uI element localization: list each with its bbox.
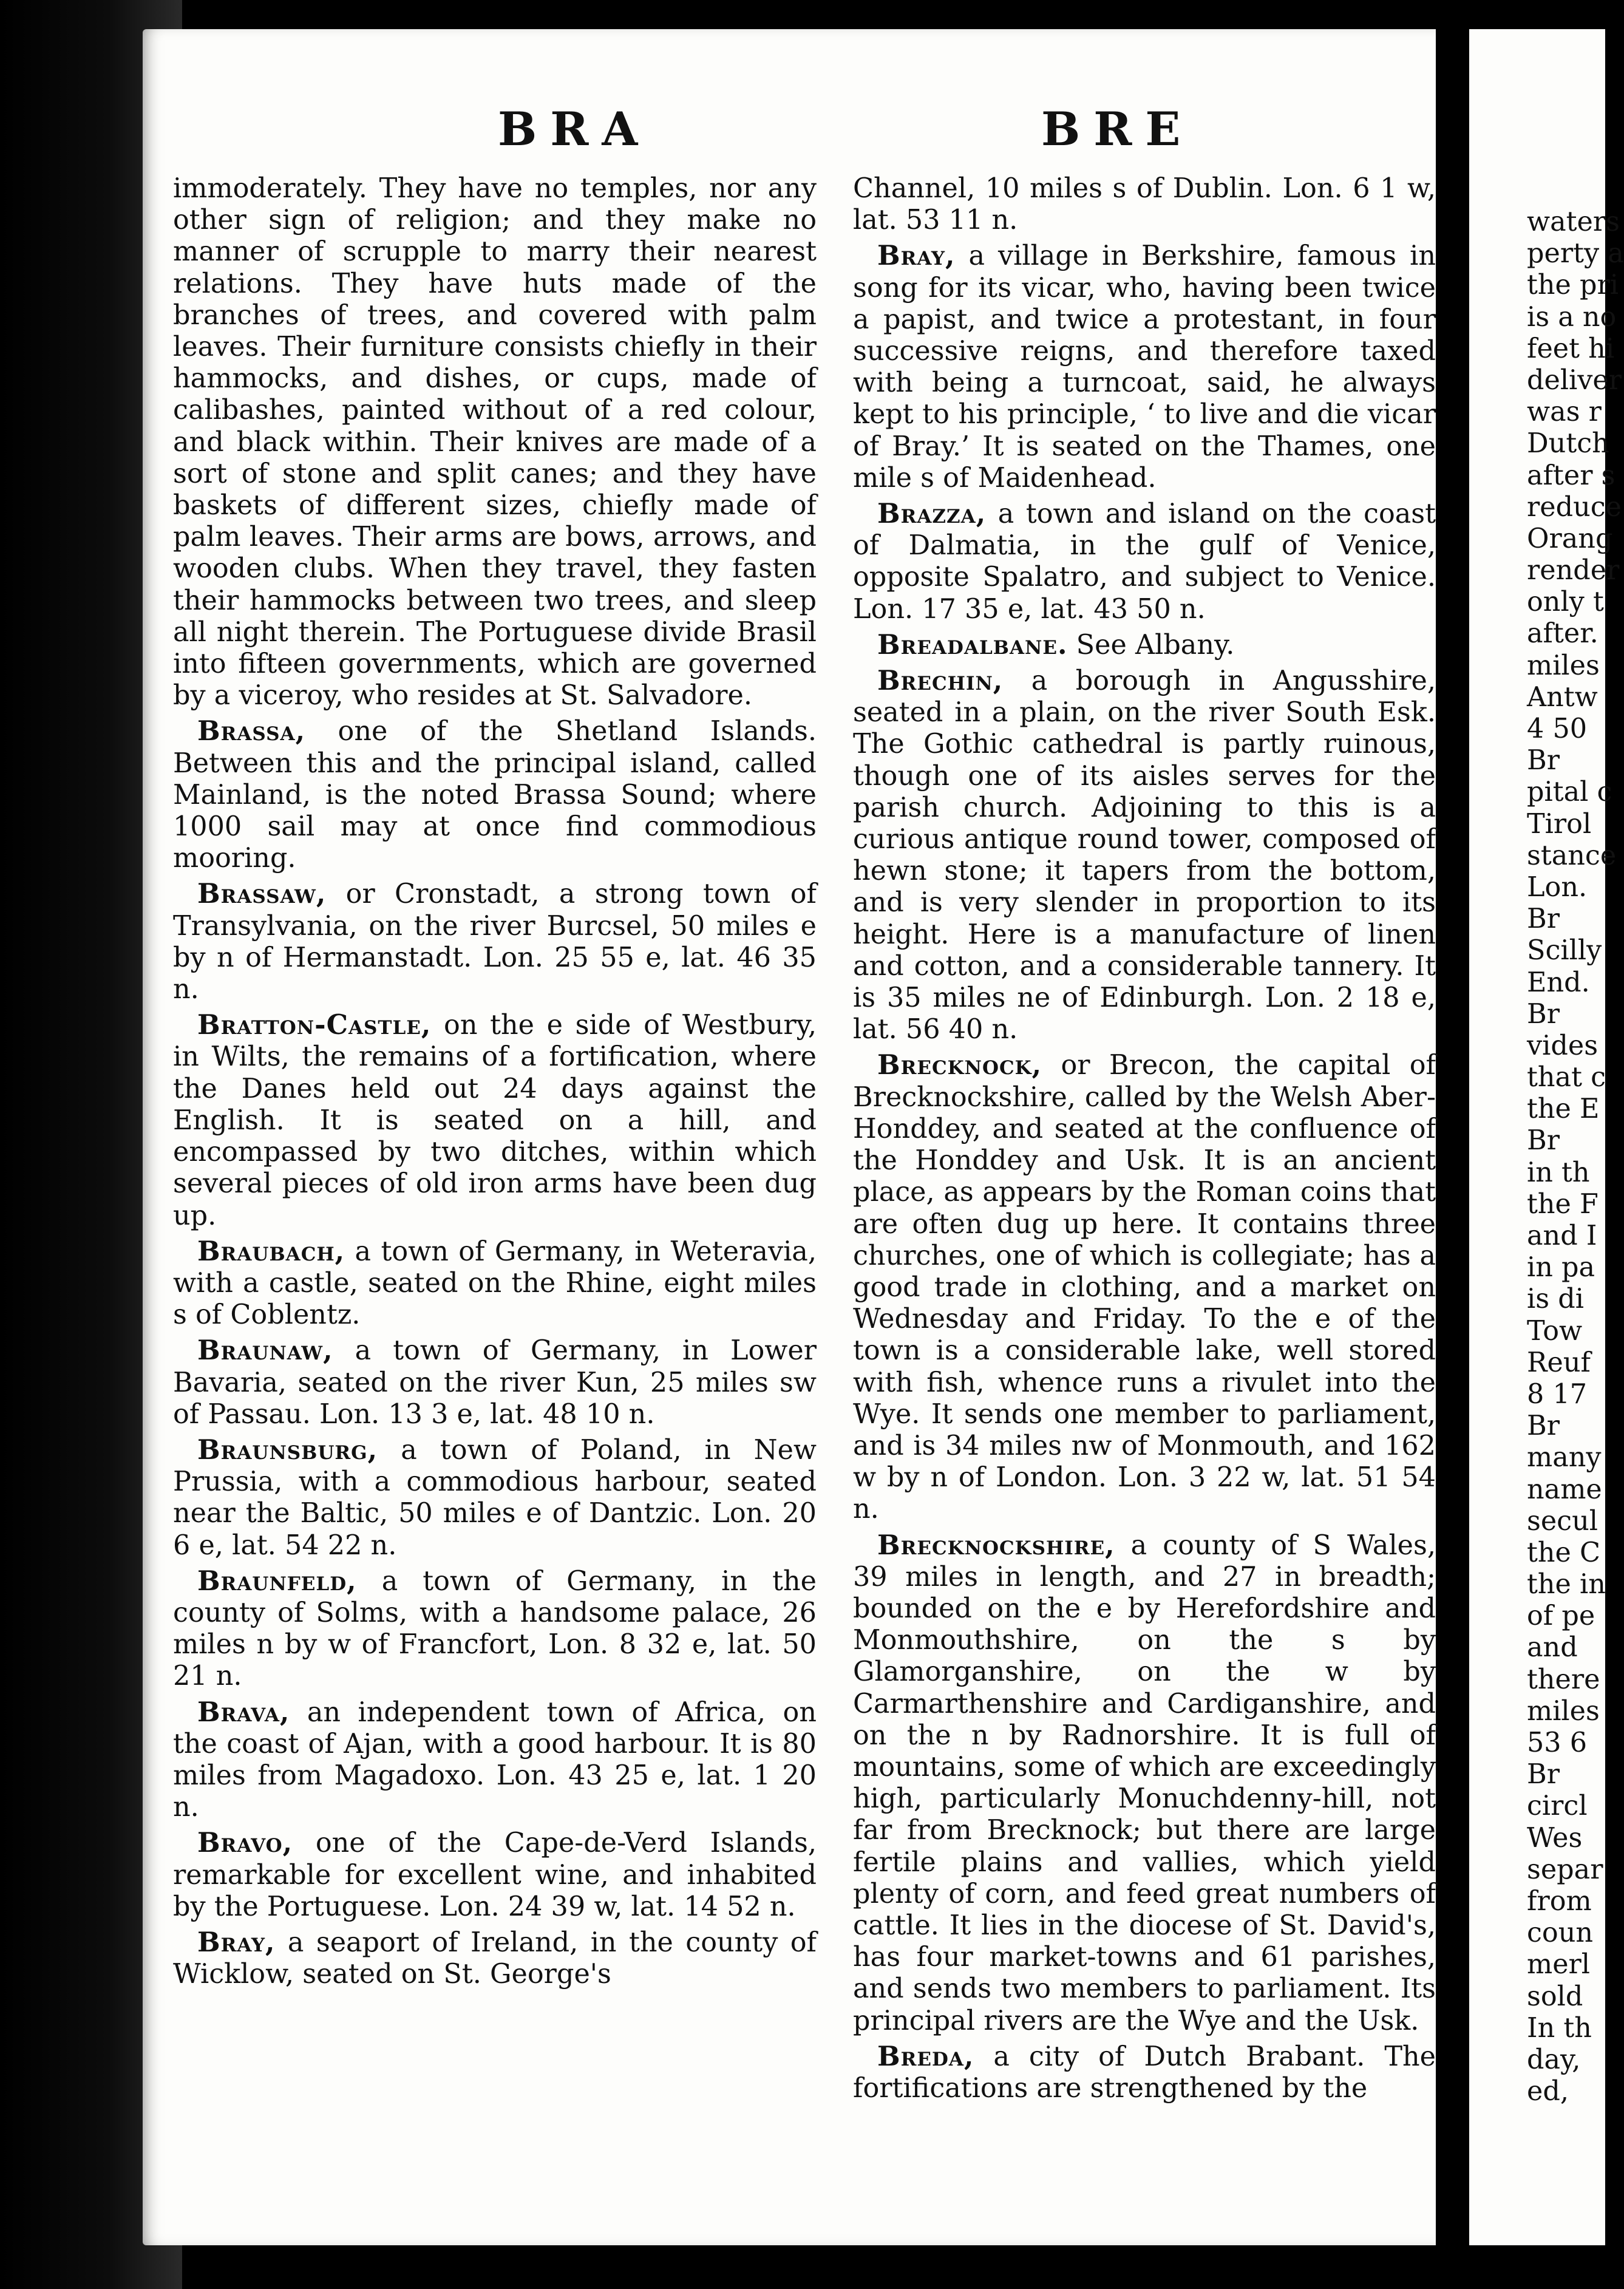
entry-text: a city of Dutch Brabant. The fortifications are strengthened by the	[853, 2041, 1436, 2104]
next-page-line: only t	[1527, 587, 1604, 618]
next-page-line: the C	[1527, 1537, 1601, 1568]
next-page-line: In th	[1527, 2012, 1592, 2044]
entry-text: on the e side of Westbury, in Wilts, the remains of a fortification, where the Danes held out 24 days against the English. It is seated on a hill, and encompassed by two ditches, within which several pieces of old iron arms have been dug up.	[173, 1010, 817, 1231]
next-page-line: merl	[1527, 1949, 1591, 1981]
entry-headword: Brechin,	[877, 665, 1004, 697]
next-page-line: miles	[1527, 650, 1600, 681]
dictionary-entry	[853, 1049, 1436, 1525]
next-page-line: many	[1527, 1442, 1602, 1474]
next-page-line: Br	[1527, 1759, 1560, 1791]
dictionary-entry	[173, 173, 817, 712]
dictionary-entry	[853, 240, 1436, 494]
next-page-line: and	[1527, 1632, 1578, 1664]
entry-headword: Breadalbane.	[877, 628, 1068, 661]
next-page-line: in pa	[1527, 1252, 1595, 1284]
entry-text: immoderately. They have no temples, nor any other sign of religion; and they make no manner of scrupple to marry their nearest relations. They have huts made of the branches of trees, and covered with palm leaves. Their furniture consists chiefly in their hammocks, and dishes, or cups, made of calibashes, painted without of a red colour, and black within. Their knives are made of a sort of stone and split canes; and they have baskets of different sizes, chiefly made of palm leaves. Their arms are bows, arrows, and wooden clubs. When they travel, they fasten their hammocks between two trees, and sleep all night therein. The Portuguese divide Brasil into fifteen governments, which are governed by a viceroy, who resides at St. Salvadore.	[173, 173, 817, 712]
next-page-line: Dutch	[1527, 428, 1609, 460]
next-page-line: Lon.	[1527, 871, 1588, 903]
next-page-line: of pe	[1527, 1600, 1595, 1632]
next-page-line: Br	[1527, 998, 1560, 1030]
next-page-line: the in	[1527, 1569, 1606, 1600]
dictionary-entry	[173, 1827, 817, 1923]
next-page-line: the pri	[1527, 270, 1619, 301]
next-page-line: perty a	[1527, 238, 1624, 270]
next-page-line: 4 50	[1527, 713, 1588, 744]
next-page-line: Scilly	[1527, 935, 1602, 967]
next-page-line: after s	[1527, 460, 1616, 491]
entry-headword: Bray,	[197, 1926, 276, 1958]
dictionary-entry	[853, 498, 1436, 625]
next-page-line: the E	[1527, 1093, 1600, 1125]
dictionary-entry	[173, 878, 817, 1005]
entry-text: a county of S Wales, 39 miles in length, and 27 in breadth; bounded on the e by Herefordshire and Monmouthshire, on the s by Glamorganshire, on the w by Carmarthenshire and Cardiganshire, and on the n by Radnorshire. It is full of mountains, some of which are exceedingly high, particularly Monuchdenny-hill, not far from Brecknock; but there are large fertile plains and vallies, which yield plenty of corn, and feed great numbers of cattle. It lies in the diocese of St. David's, has four market-towns and 61 parishes, and sends two members to parliament. Its principal rivers are the Wye and the Usk.	[853, 1529, 1436, 2036]
dictionary-entry	[853, 173, 1436, 236]
entry-headword: Brassa,	[197, 715, 306, 747]
next-page-line: day,	[1527, 2044, 1581, 2075]
entry-headword: Brava,	[197, 1696, 290, 1728]
dictionary-entry	[173, 1009, 817, 1231]
next-page-line: from	[1527, 1885, 1592, 1917]
entry-text: or Brecon, the capital of Brecknockshire, called by the Welsh Aber-Honddey, and seated at the confluence of the Honddey and Usk. It is an ancient place, as appears by the Roman coins that are often dug up here. It contains three churches, one of which is collegiate; has a good trade in clothing, and a market on Wednesday and Friday. To the e of the town is a considerable lake, well stored with fish, whence runs a rivulet into the Wye. It sends one member to parliament, and is 34 miles nw of Monmouth, and 162 w by n of London. Lon. 3 22 w, lat. 51 54 n.	[853, 1050, 1436, 1525]
entry-text: a town of Germany, in Weteravia, with a castle, seated on the Rhine, eight miles s of Coblentz.	[173, 1236, 817, 1331]
next-page-line: Orang	[1527, 523, 1613, 554]
next-page-line: that c	[1527, 1062, 1606, 1093]
next-page-line: circl	[1527, 1791, 1588, 1822]
next-page-line: Br	[1527, 745, 1560, 777]
next-page-line: coun	[1527, 1917, 1594, 1949]
entry-text: a town of Poland, in New Prussia, with a commodious harbour, seated near the Baltic, 50 miles e of Dantzic. Lon. 20 6 e, lat. 54 22 n.	[173, 1434, 817, 1561]
next-page-line: separ	[1527, 1854, 1603, 1885]
entry-text: a town and island on the coast of Dalmatia, in the gulf of Venice, opposite Spalatro, and subject to Venice. Lon. 17 35 e, lat. 43 50 n.	[853, 498, 1436, 625]
next-page-line: is a no	[1527, 301, 1617, 333]
next-page-line: the F	[1527, 1188, 1599, 1220]
entry-text: a town of Germany, in the county of Solms, with a handsome palace, 26 miles n by w of Francfort, Lon. 8 32 e, lat. 50 21 n.	[173, 1565, 817, 1692]
next-page-line: End.	[1527, 967, 1590, 998]
entry-headword: Brazza,	[877, 498, 987, 530]
next-page-line: deliver	[1527, 364, 1622, 396]
entry-text: Channel, 10 miles s of Dublin. Lon. 6 1 w, lat. 53 11 n.	[853, 173, 1436, 236]
entry-text: a village in Berkshire, famous in song for its vicar, who, having been twice a papist, and twice a protestant, in four successive reigns, and therefore taxed with being a turncoat, said, he always kept to his principle, ‘ to live and die vicar of Bray.’ It is seated on the Thames, one mile s of Maidenhead.	[853, 240, 1436, 494]
next-page-line: pital c	[1527, 777, 1612, 808]
next-page-line: render	[1527, 555, 1620, 587]
dictionary-entry	[173, 1565, 817, 1693]
entry-headword: Braunsburg,	[197, 1434, 378, 1466]
entry-headword: Brecknock,	[877, 1049, 1042, 1081]
dictionary-entry	[853, 2041, 1436, 2104]
next-page-line: feet hi	[1527, 333, 1615, 364]
running-head-left: BRA	[498, 102, 651, 156]
entry-text: one of the Cape-de-Verd Islands, remarkable for excellent wine, and inhabited by the Portuguese. Lon. 24 39 w, lat. 14 52 n.	[173, 1828, 817, 1922]
dictionary-entry	[173, 1434, 817, 1562]
next-page-line: and I	[1527, 1220, 1597, 1251]
next-page-line: Wes	[1527, 1822, 1583, 1854]
entry-text: or Cronstadt, a strong town of Transylvania, on the river Burcsel, 50 miles e by n of Hermanstadt. Lon. 25 55 e, lat. 46 35 n.	[173, 879, 817, 1005]
entry-headword: Braubach,	[197, 1235, 345, 1267]
next-page-line: Br	[1527, 1125, 1560, 1157]
next-page-line: name	[1527, 1474, 1602, 1505]
next-page-column	[1527, 206, 1624, 2107]
entry-text: a town of Germany, in Lower Bavaria, seated on the river Kun, 25 miles sw of Passau. Lon. 13 3 e, lat. 48 10 n.	[173, 1335, 817, 1430]
next-page-line: secul	[1527, 1505, 1598, 1537]
dictionary-entry	[853, 665, 1436, 1046]
next-page-line: was r	[1527, 396, 1602, 428]
next-page-line: stance	[1527, 840, 1617, 871]
dictionary-entry	[173, 1236, 817, 1332]
entry-headword: Brassaw,	[197, 878, 327, 910]
next-page-line: is di	[1527, 1284, 1584, 1315]
next-page-line: waters	[1527, 206, 1620, 237]
running-head-right: BRE	[1041, 102, 1194, 156]
entry-headword: Bratton-Castle,	[197, 1009, 432, 1041]
dictionary-entry	[173, 1927, 817, 1990]
next-page-line: miles	[1527, 1695, 1600, 1727]
entry-headword: Bray,	[877, 240, 956, 272]
entry-text: a borough in Angusshire, seated in a plain, on the river South Esk. The Gothic cathedral is partly ruinous, though one of its aisles serves for the parish church. Adjoining to this is a curious antique round tower, composed of hewn stone; it tapers from the bottom, and is very slender in proportion to its height. Here is a manufacture of linen and cotton, and a considerable tannery. It is 35 miles ne of Edinburgh. Lon. 2 18 e, lat. 56 40 n.	[853, 665, 1436, 1046]
next-page-line: ed,	[1527, 2076, 1569, 2107]
entry-headword: Braunfeld,	[197, 1565, 357, 1597]
next-page-line: Br	[1527, 903, 1560, 935]
next-page-line: Tirol	[1527, 808, 1592, 840]
next-page-line: Tow	[1527, 1315, 1583, 1347]
next-page-line: Br	[1527, 1410, 1560, 1442]
right-column-wrap	[853, 173, 1436, 2237]
dictionary-entry	[173, 1335, 817, 1430]
next-page-line: vides	[1527, 1030, 1599, 1061]
entry-text: See Albany.	[1067, 629, 1235, 661]
left-column	[173, 173, 817, 1994]
next-page-line: 8 17	[1527, 1378, 1588, 1410]
entry-headword: Brecknockshire,	[877, 1529, 1115, 1561]
entry-text: a seaport of Ireland, in the county of Wicklow, seated on St. George's	[173, 1927, 817, 1990]
entry-text: one of the Shetland Islands. Between this and the principal island, called Mainland, is the noted Brassa Sound; where 1000 sail may at once find commodious mooring.	[173, 716, 817, 874]
entry-headword: Braunaw,	[197, 1335, 333, 1367]
next-page-line: sold	[1527, 1981, 1583, 2012]
dictionary-entry	[853, 629, 1436, 661]
next-page-line: after.	[1527, 618, 1599, 650]
page-gutter	[1436, 29, 1469, 2245]
dictionary-entry	[853, 1529, 1436, 2037]
right-column	[853, 173, 1436, 2104]
next-page-line: there	[1527, 1664, 1600, 1695]
entry-text: an independent town of Africa, on the coast of Ajan, with a good harbour. It is 80 miles from Magadoxo. Lon. 43 25 e, lat. 1 20 n.	[173, 1696, 817, 1823]
next-page-line: 53 6	[1527, 1727, 1588, 1758]
next-page-line: reduce	[1527, 491, 1622, 523]
entry-headword: Bravo,	[197, 1827, 293, 1859]
next-page-line: Reuf	[1527, 1347, 1591, 1378]
next-page-line: Antw	[1527, 681, 1598, 713]
next-page-line: in th	[1527, 1157, 1590, 1188]
dictionary-entry	[173, 715, 817, 874]
dictionary-entry	[173, 1696, 817, 1824]
entry-headword: Breda,	[877, 2040, 974, 2072]
